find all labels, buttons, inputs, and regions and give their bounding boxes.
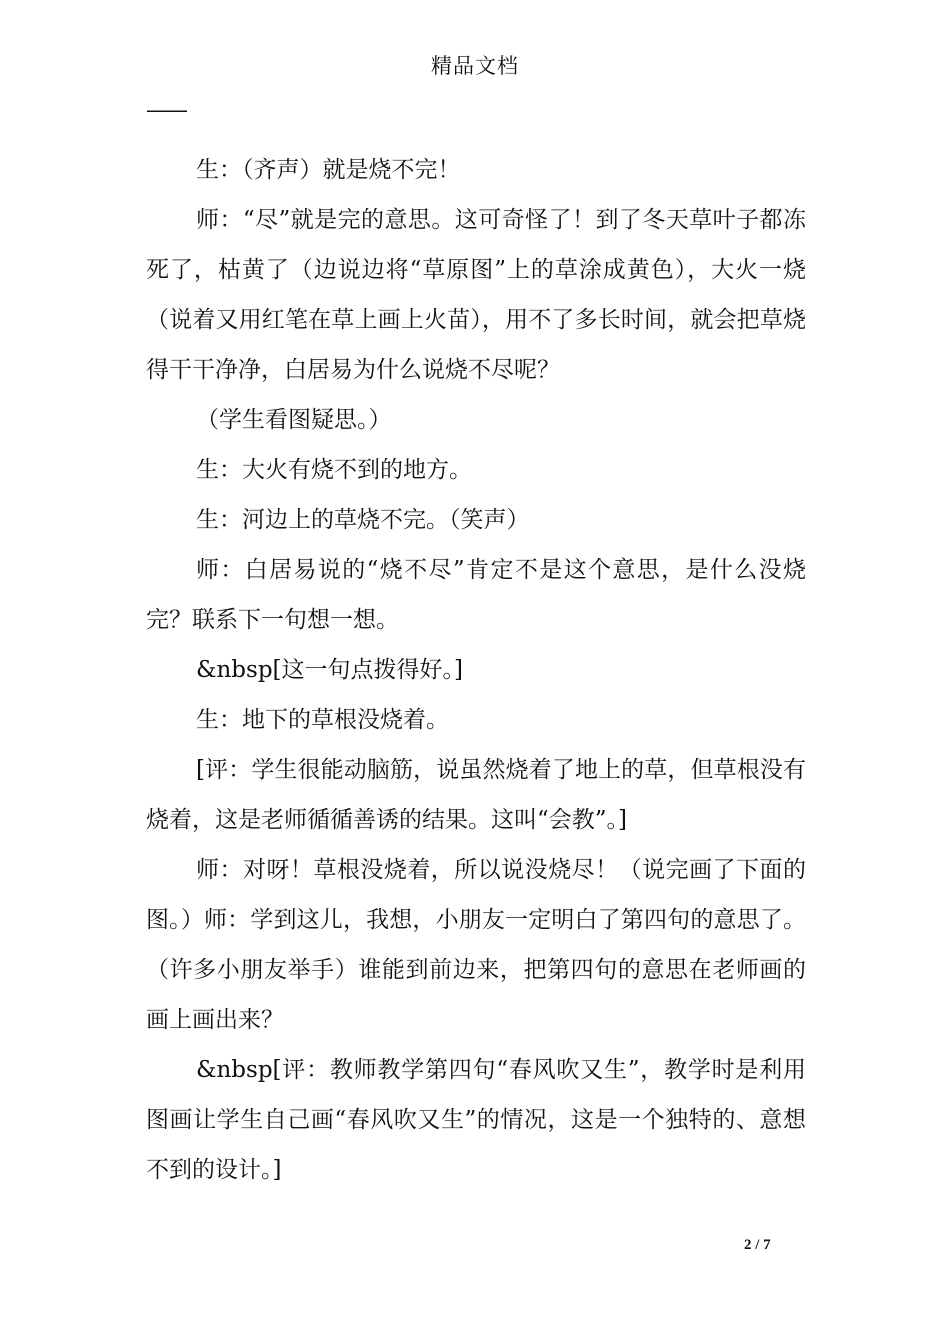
paragraph-10: 师：对呀！草根没烧着，所以说没烧尽！（说完画了下面的图。）师：学到这儿，我想，小朋友一定明白了第四句的意思了。（许多小朋友举手）谁能到前边来，把第四句的意思在老师画的画上画出来？ <box>146 857 806 1033</box>
dash-line: —— <box>146 98 186 123</box>
paragraph-4: 生：大火有烧不到的地方。 <box>196 457 472 483</box>
paragraph-9: [评：学生很能动脑筋，说虽然烧着了地上的草，但草根没有烧着，这是老师循循善诱的结果。这叫“会教”。] <box>146 757 806 833</box>
paragraph-1: 生：（齐声）就是烧不完！ <box>196 157 461 183</box>
paragraph-3: （学生看图疑思。） <box>196 407 392 433</box>
paragraph-5: 生：河边上的草烧不完。（笑声） <box>196 507 530 533</box>
paragraph-2: 师：“尽”就是完的意思。这可奇怪了！到了冬天草叶子都冻死了，枯黄了（边说边将“草原图”上的草涂成黄色），大火一烧（说着又用红笔在草上画上火苗），用不了多长时间，就会把草烧得干干净净，白居易为什么说烧不尽呢？ <box>146 207 806 383</box>
paragraph-11: &nbsp[评：教师教学第四句“春风吹又生”，教学时是利用图画让学生自己画“春风吹又生”的情况，这是一个独特的、意想不到的设计。] <box>146 1057 806 1183</box>
document-body <box>146 145 806 1195</box>
page-number: 2 / 7 <box>744 1237 771 1253</box>
paragraph-8: 生：地下的草根没烧着。 <box>196 707 449 733</box>
page-header: 精品文档 <box>431 54 519 78</box>
paragraph-7: &nbsp[这一句点拨得好。] <box>196 657 463 683</box>
paragraph-6: 师：白居易说的“烧不尽”肯定不是这个意思，是什么没烧完？联系下一句想一想。 <box>146 557 806 633</box>
